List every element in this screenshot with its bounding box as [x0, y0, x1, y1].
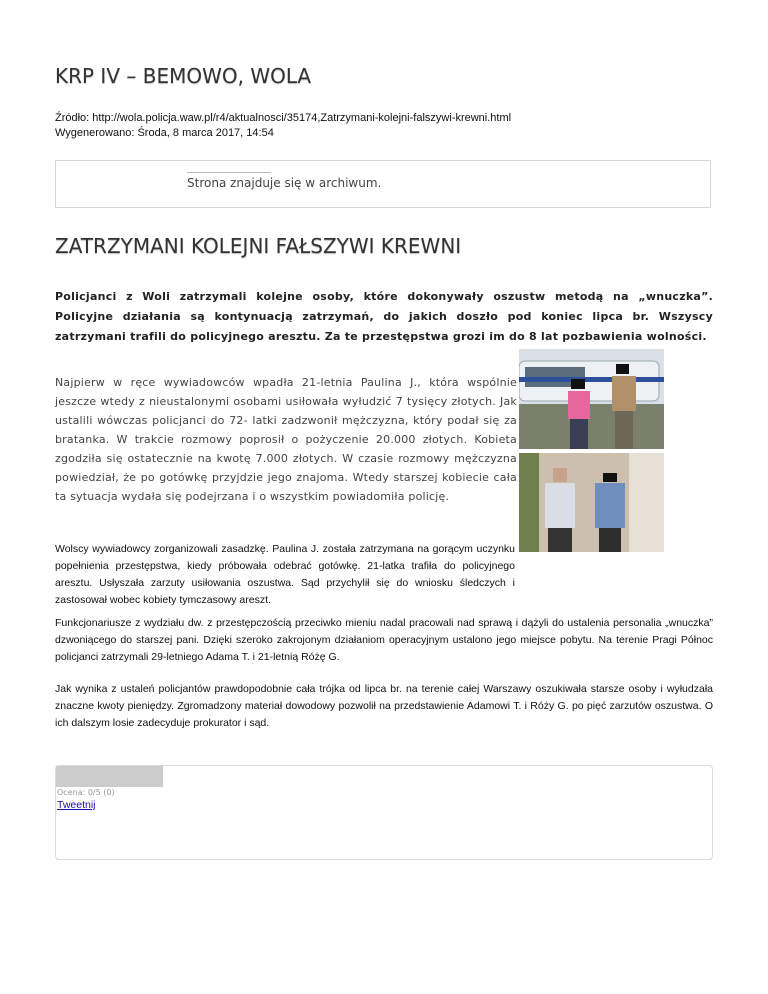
article-paragraph-2: Wolscy wywiadowcy zorganizowali zasadzkę. Paulina J. została zatrzymana na gorącym uczynku popełnienia przestępstwa, kiedy próbowała odebrać gotówkę. 21-latka trafiła do policyjnego aresztu. Usłyszała zarzuty usiłowania oszustwa. Sąd przychylił się do wniosku śledczych i zastosował wobec kobiety tymczasowy areszt. [55, 543, 515, 606]
article-photo-arrest-2 [519, 453, 664, 552]
document-meta [55, 111, 511, 141]
article-paragraph-1: Najpierw w ręce wywiadowców wpadła 21-letnia Paulina J., która wspólnie jeszcze wtedy z nieustalonymi osobami usiłowała wyłudzić 7 tysięcy złotych. Jak ustalili wówczas policjanci do 72- latki zadzwonił mężczyzna, który podał się za bratanka. W trakcie rozmowy poprosił o pożyczenie 20.000 złotych. Kobieta zgodziła się ostatecznie na kwotę 7.000 złotych. W czasie rozmowy mężczyzna powiedział, że po gotówkę przyjdzie jego znajoma. Wtedy starszej kobiecie cała ta sytuacja wydała się podejrzana i o wszystkim powiadomiła policję. [55, 376, 517, 503]
source-line: Źródło: http://wola.policja.waw.pl/r4/aktualnosci/35174,Zatrzymani-kolejni-falszywi-krewni.html [55, 112, 512, 124]
article-photo-arrest-1 [519, 349, 664, 449]
article-paragraph-3: Funkcjonariusze z wydziału dw. z przestępczością przeciwko mieniu nadal pracowali nad sprawą i dążyli do ustalenia personalia „wnuczka” dzwoniącego do starszej pani. Dzięki szeroko zakrojonym działaniom operacyjnym ustalono jego miejsce pobytu. Na terenie Pragi Północ policjanci zatrzymali 29-letniego Adama T. i 21-letnią Różę G. [55, 617, 713, 663]
archive-notice-box [55, 160, 711, 208]
tweet-link[interactable]: Tweetnij [57, 799, 96, 811]
rating-widget[interactable] [56, 766, 163, 787]
rating-label: Ocena: 0/5 (0) [57, 788, 115, 797]
generated-line: Wygenerowano: Środa, 8 marca 2017, 14:54 [55, 127, 274, 139]
archive-divider [187, 172, 271, 173]
rating-share-box [55, 765, 713, 860]
article-paragraph-4: Jak wynika z ustaleń policjantów prawdopodobnie cała trójka od lipca br. na terenie całej Warszawy oszukiwała starsze osoby i wyłudzała znaczne kwoty pieniędzy. Zgromadzony materiał dowodowy pozwolił na przedstawienie Adamowi T. i Róży G. po pięć zarzutów oszustwa. O ich dalszym losie zadecyduje prokurator i sąd. [55, 683, 713, 729]
archive-notice: Strona znajduje się w archiwum. [187, 176, 382, 190]
article-lead: Policjanci z Woli zatrzymali kolejne osoby, które dokonywały oszustw metodą na „wnuczka”. Policyjne działania są kontynuacją zatrzymań, do jakich doszło pod koniec lipca br. Wszyscy zatrzymani trafili do policyjnego aresztu. Za te przestępstwa grozi im do 8 lat pozbawienia wolności. [55, 290, 713, 343]
site-title: KRP IV – BEMOWO, WOLA [55, 64, 312, 88]
article-title: ZATRZYMANI KOLEJNI FAŁSZYWI KREWNI [55, 234, 462, 258]
